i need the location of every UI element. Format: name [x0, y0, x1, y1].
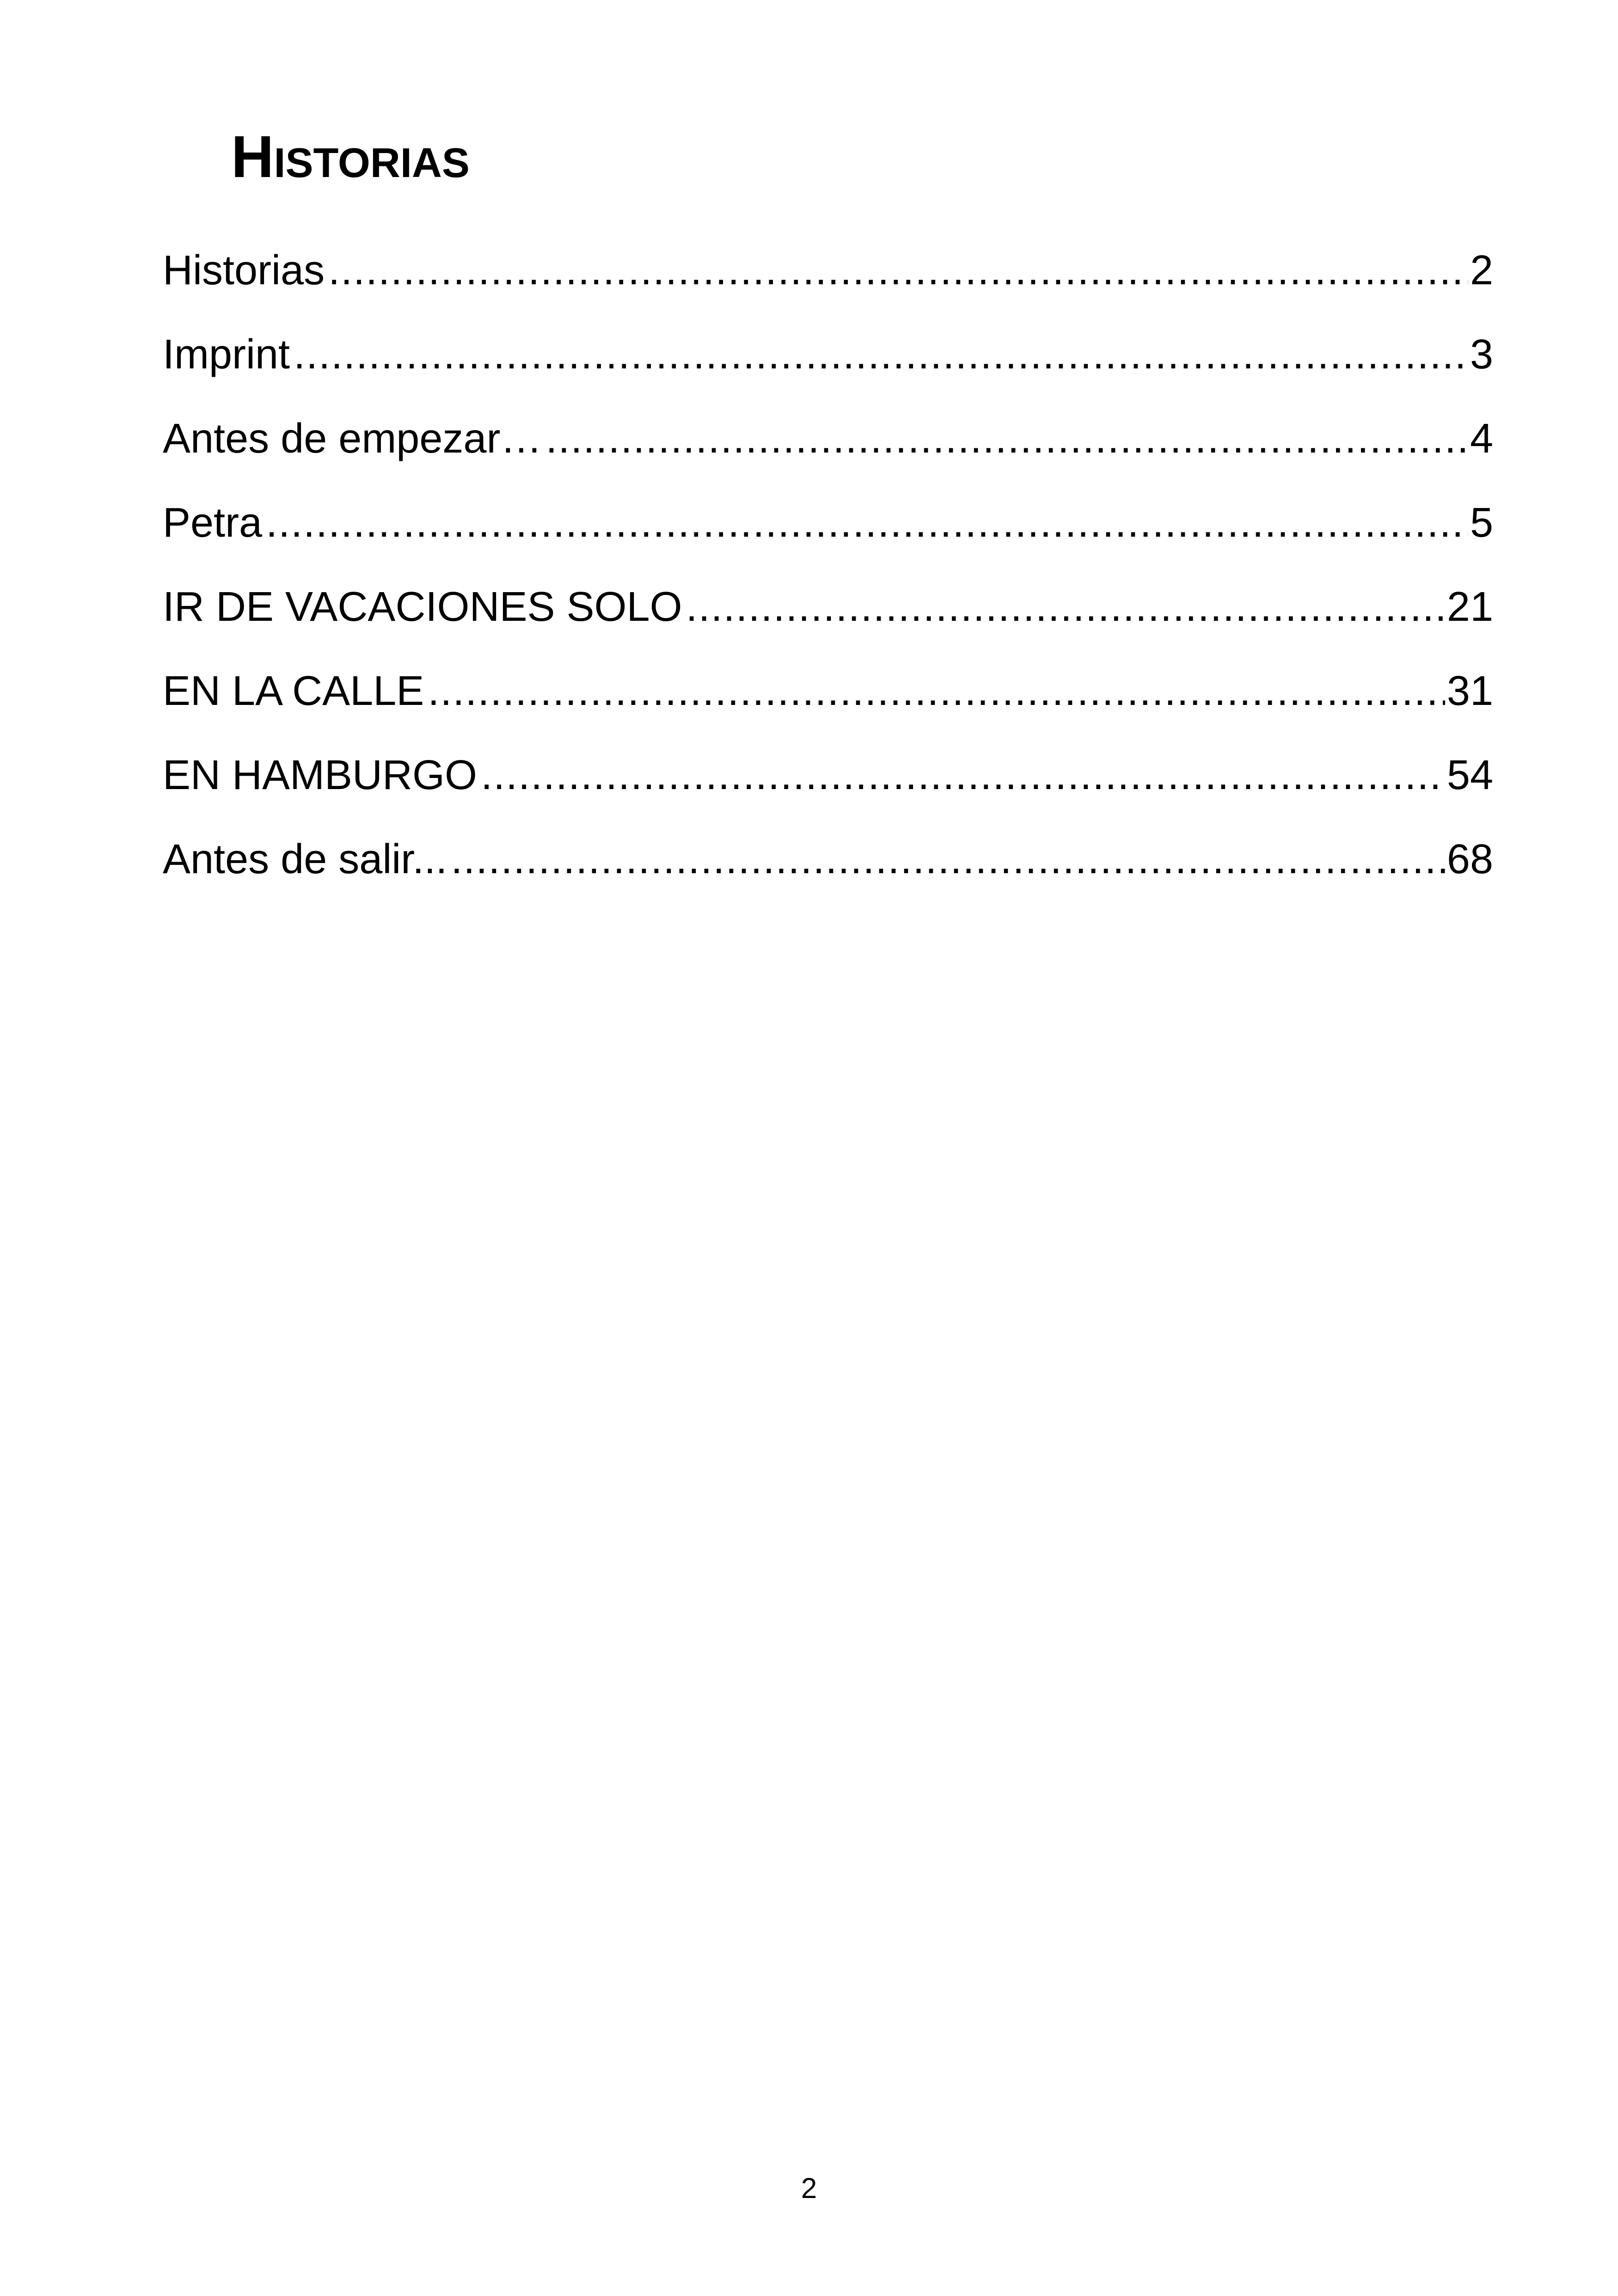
toc-entry-ir-de-vacaciones-solo[interactable] — [163, 577, 1493, 661]
toc-entry-label: Antes de salir... — [163, 836, 447, 882]
toc-entry-antes-de-salir[interactable] — [163, 829, 1493, 913]
toc-entry-page: 68 — [1446, 836, 1493, 882]
toc-entry-imprint[interactable] — [163, 325, 1493, 409]
toc-entry-label: EN LA CALLE — [163, 668, 424, 714]
toc-entry-antes-de-empezar[interactable] — [163, 409, 1493, 493]
toc-dot-leader — [545, 409, 1468, 469]
toc-dot-leader — [294, 325, 1468, 385]
toc-entry-en-la-calle[interactable] — [163, 661, 1493, 745]
toc-entry-label: EN HAMBURGO — [163, 752, 478, 798]
toc-entry-page: 21 — [1446, 584, 1493, 630]
toc-entry-en-hamburgo[interactable] — [163, 745, 1493, 829]
toc-entry-historias[interactable] — [163, 240, 1493, 325]
page-title: Historias — [231, 124, 470, 190]
toc-entry-label: Imprint — [163, 331, 290, 378]
toc-entry-page: 5 — [1470, 500, 1493, 546]
toc-dot-leader — [481, 745, 1445, 805]
toc-dot-leader — [686, 577, 1445, 637]
toc-entry-label: IR DE VACACIONES SOLO — [163, 584, 682, 630]
toc-dot-leader — [266, 493, 1468, 553]
toc-dot-leader — [451, 829, 1445, 889]
toc-entry-petra[interactable] — [163, 493, 1493, 577]
toc-entry-label: Antes de empezar… — [163, 416, 542, 462]
toc-entry-page: 54 — [1446, 752, 1493, 798]
table-of-contents — [163, 240, 1493, 913]
toc-entry-page: 31 — [1446, 668, 1493, 714]
toc-entry-page: 4 — [1470, 416, 1493, 462]
toc-dot-leader — [428, 661, 1445, 721]
page-number: 2 — [801, 2173, 817, 2204]
toc-dot-leader — [328, 240, 1468, 300]
toc-entry-page: 2 — [1470, 247, 1493, 294]
toc-entry-label: Petra — [163, 500, 263, 546]
toc-entry-label: Historias — [163, 247, 325, 294]
toc-entry-page: 3 — [1470, 331, 1493, 378]
